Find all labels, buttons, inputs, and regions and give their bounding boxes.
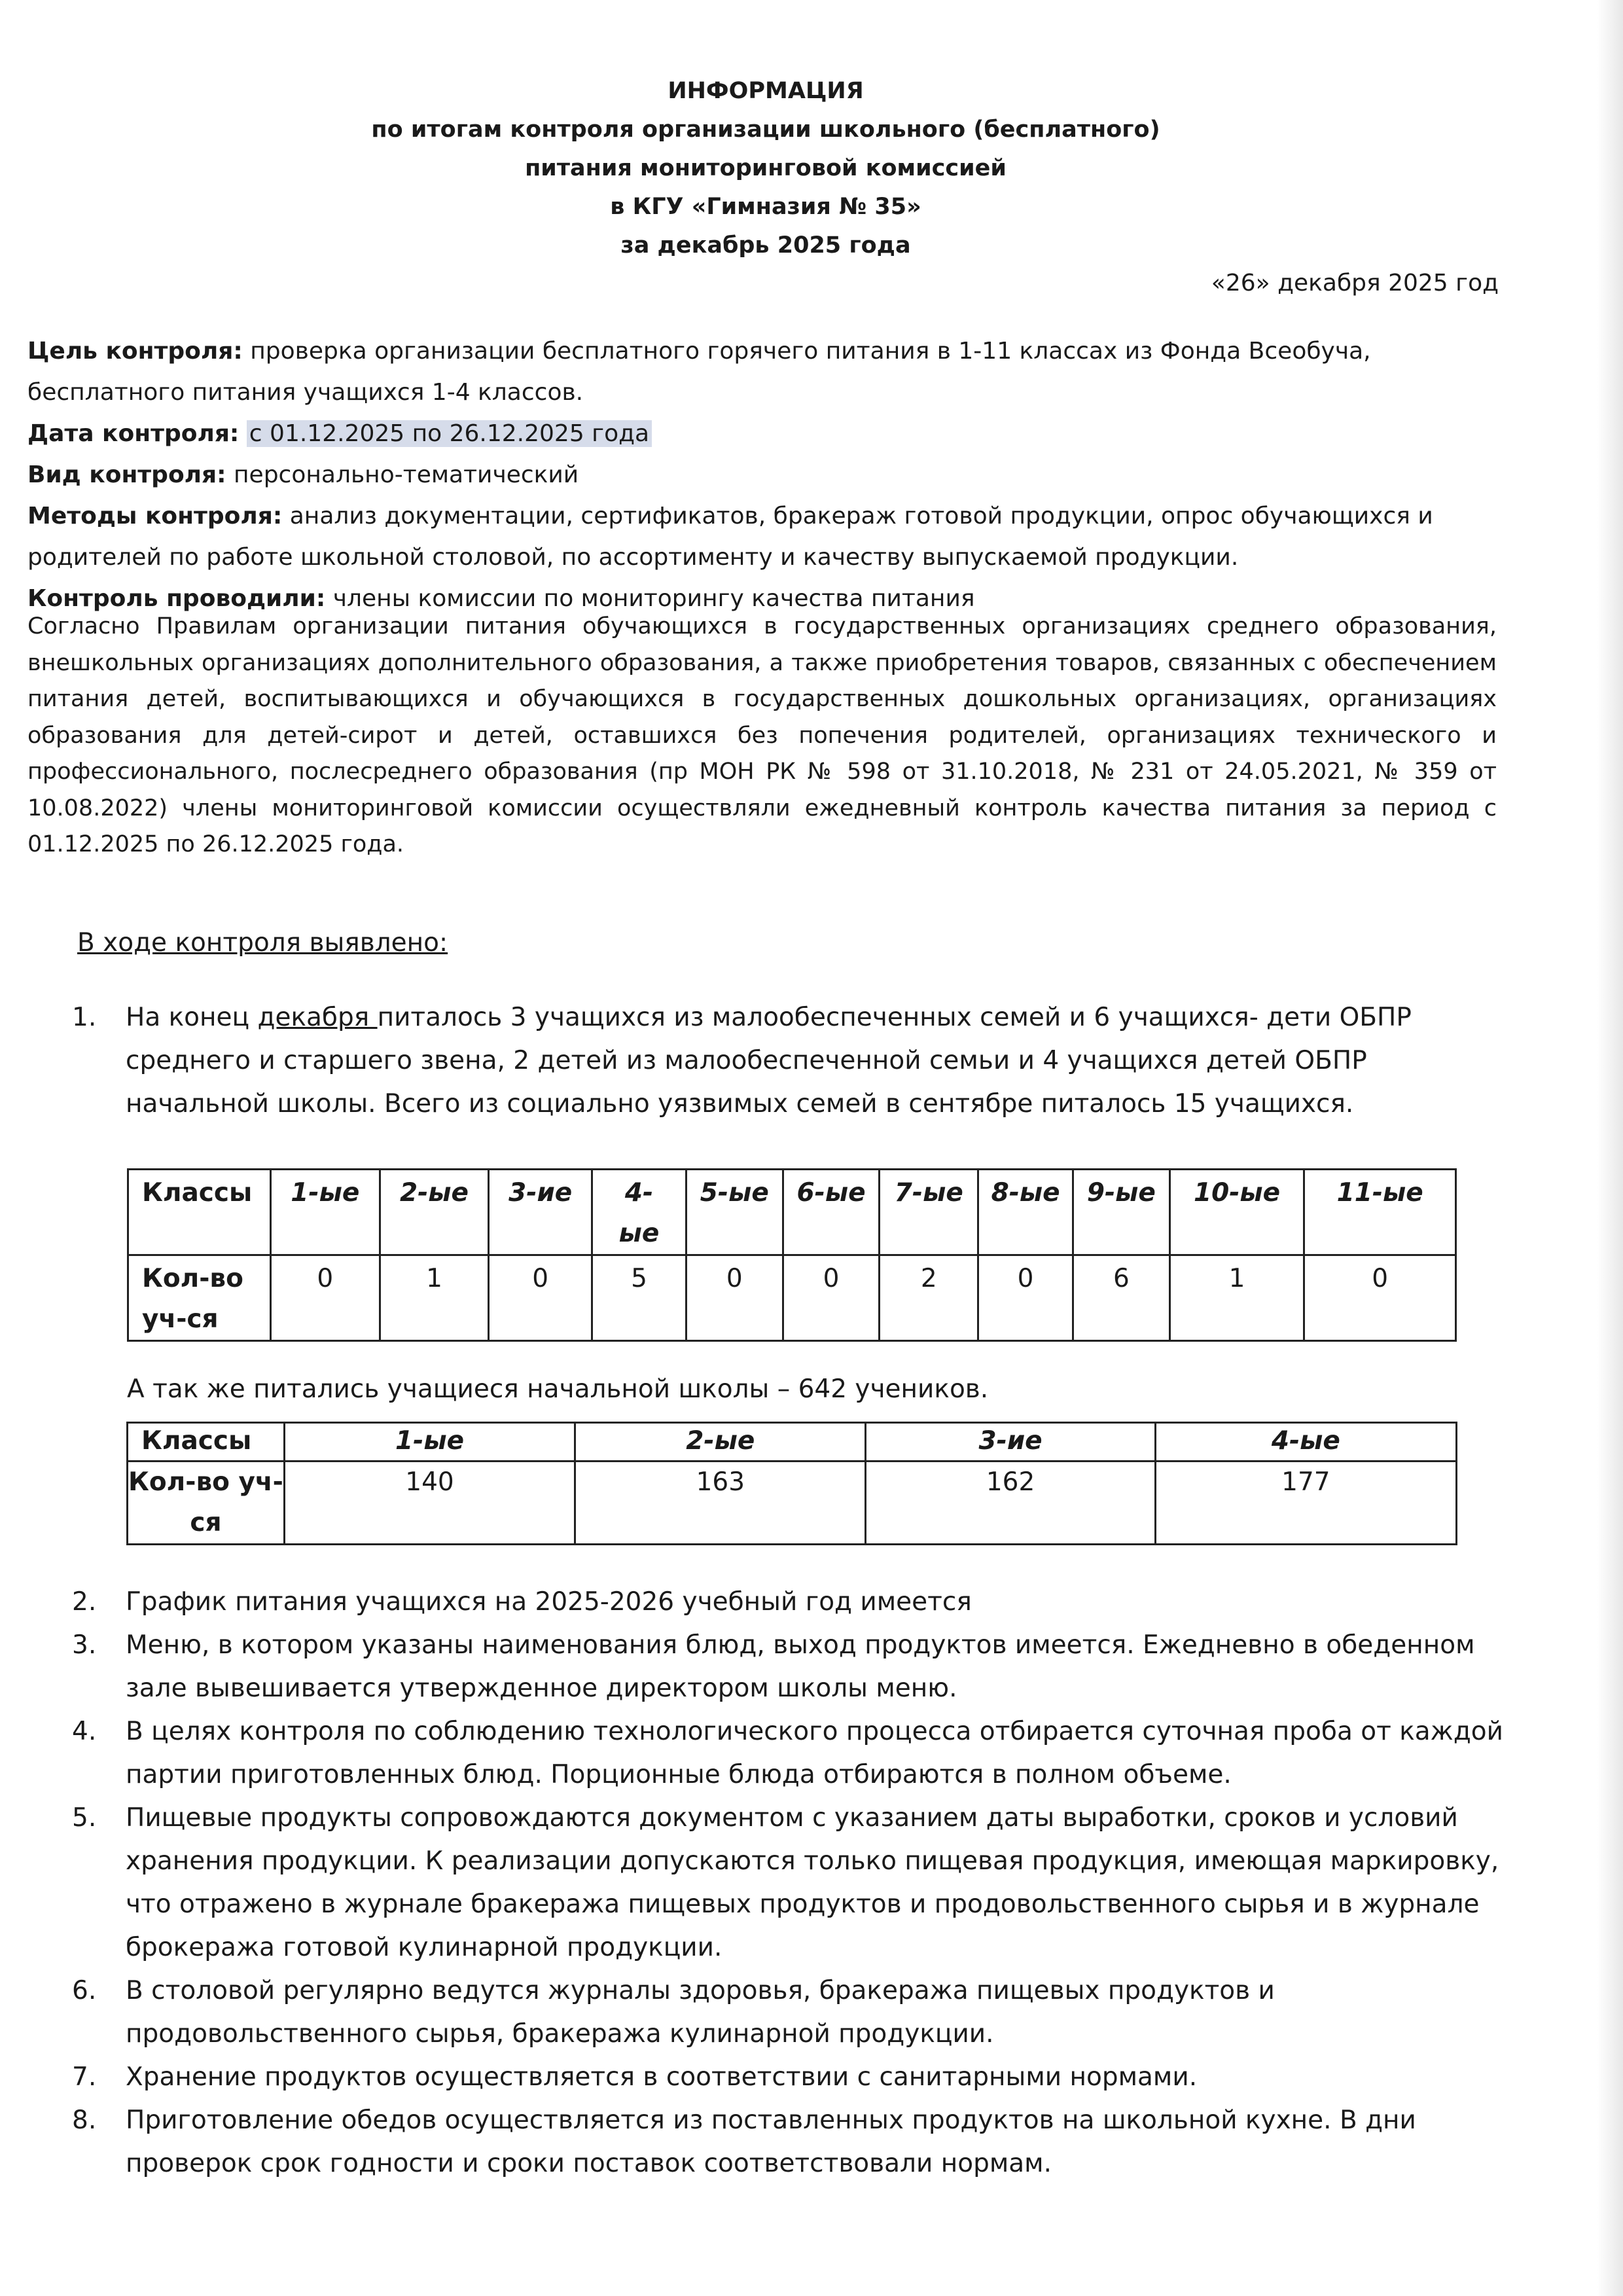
finding-text: Меню, в котором указаны наименования блюд, выход продуктов имеется. Ежедневно в обеденном зале вывешивается утвержденное директором школы меню. (126, 1630, 1475, 1703)
table-row (128, 1423, 1457, 1462)
table-header-cell: 3-ие (489, 1170, 592, 1255)
title-line-1: ИНФОРМАЦИЯ (668, 78, 864, 104)
control-type-label: Вид контроля: (27, 461, 226, 488)
primary-school-note: А так же питались учащиеся начальной школы – 642 учеников. (127, 1374, 989, 1404)
table-header-cell: 3-ие (866, 1423, 1155, 1462)
table-header-cell: 4-ые (1155, 1423, 1456, 1462)
table-header-label: Классы (128, 1170, 271, 1255)
finding-number: 7. (72, 2062, 97, 2092)
table-cell: 6 (1073, 1255, 1169, 1341)
finding-text-underlined: декабря (257, 1003, 378, 1032)
finding-text: Приготовление обедов осуществляется из поставленных продуктов на школьной кухне. В дни проверок срок годности и сроки поставок соответствовали нормам. (126, 2106, 1416, 2178)
finding-item-8 (72, 2099, 1512, 2185)
control-goal (27, 331, 1497, 413)
finding-text: В целях контроля по соблюдению технологического процесса отбирается суточная проба от каждой партии приготовленных блюд. Порционные блюда отбираются в полном объеме. (126, 1717, 1503, 1789)
table-cell: 0 (1304, 1255, 1456, 1341)
control-details (27, 331, 1497, 619)
control-date (27, 413, 1497, 454)
table-header-cell: 4-ые (592, 1170, 687, 1255)
control-type (27, 454, 1497, 495)
finding-item-6 (72, 1969, 1512, 2056)
finding-text: Хранение продуктов осуществляется в соответствии с санитарными нормами. (126, 2062, 1198, 2092)
table-header-label: Классы (128, 1423, 285, 1462)
finding-item-5 (72, 1797, 1512, 1969)
table-cell: 2 (880, 1255, 978, 1341)
finding-text: Пищевые продукты сопровождаются документом с указанием даты выработки, сроков и условий хранения продукции. К реализации допускаются только пищевая продукция, имеющая маркировку, что отражено в журнале бракеража пищевых продуктов и продовольственного сырья и в журнале брокеража готовой кулинарной продукции. (126, 1803, 1499, 1962)
table-header-cell: 7-ые (880, 1170, 978, 1255)
finding-item-4 (72, 1710, 1512, 1797)
control-who-text: члены комиссии по мониторингу качества питания (325, 585, 975, 612)
table-header-cell: 1-ые (270, 1170, 380, 1255)
control-date-text: с 01.12.2025 по 26.12.2025 года (247, 420, 652, 447)
table-header-cell: 1-ые (284, 1423, 575, 1462)
table-cell: 163 (575, 1462, 866, 1545)
table-header-cell: 5-ые (686, 1170, 783, 1255)
table-cell: 177 (1155, 1462, 1456, 1545)
table-header-cell: 8-ые (978, 1170, 1073, 1255)
findings-heading: В ходе контроля выявлено: (77, 928, 448, 958)
title-line-2: по итогам контроля организации школьного (бесплатного) (371, 117, 1160, 143)
primary-students-table (126, 1422, 1457, 1545)
table-row (128, 1462, 1457, 1545)
finding-text-part-1: На конец (126, 1003, 258, 1032)
control-type-text: персонально-тематический (226, 461, 579, 488)
table-header-cell: 11-ые (1304, 1170, 1456, 1255)
table-row (128, 1255, 1456, 1341)
table-cell: 1 (1169, 1255, 1304, 1341)
finding-text: В столовой регулярно ведутся журналы здоровья, бракеража пищевых продуктов и продовольственного сырья, бракеража кулинарной продукции. (126, 1976, 1275, 2049)
control-date-label: Дата контроля: (27, 420, 240, 447)
finding-item-1 (72, 996, 1512, 1126)
finding-number: 3. (72, 1630, 97, 1660)
table-row (128, 1170, 1456, 1255)
finding-item-2 (72, 1581, 1512, 1624)
table-header-cell: 2-ые (380, 1170, 489, 1255)
finding-text-part-2: питалось 3 учащихся из малообеспеченных семей и 6 учащихся- дети ОБПР среднего и старшего звена, 2 детей из малообеспеченной семьи и 4 учащихся детей ОБПР начальной школы. Всего из социально уязвимых семей в сентябре питалось 15 учащихся. (126, 1003, 1412, 1119)
finding-number: 1. (72, 1003, 97, 1032)
control-goal-text: проверка организации бесплатного горячего питания в 1-11 классах из Фонда Всеобуча, бесплатного питания учащихся 1-4 классов. (27, 338, 1371, 406)
finding-number: 2. (72, 1587, 97, 1617)
table-header-cell: 6-ые (783, 1170, 880, 1255)
table-cell: 162 (866, 1462, 1155, 1545)
finding-text (126, 996, 1512, 1126)
vulnerable-students-table (127, 1168, 1457, 1342)
title-line-5: за декабрь 2025 года (620, 232, 911, 259)
finding-item-7 (72, 2056, 1512, 2099)
table-cell: 5 (592, 1255, 687, 1341)
control-methods-text: анализ документации, сертификатов, бракераж готовой продукции, опрос обучающихся и родителей по работе школьной столовой, по ассортименту и качеству выпускаемой продукции. (27, 503, 1433, 571)
table-cell: 0 (686, 1255, 783, 1341)
table-cell: 0 (489, 1255, 592, 1341)
control-goal-label: Цель контроля: (27, 338, 243, 365)
control-methods-label: Методы контроля: (27, 503, 283, 529)
document-date: «26» декабря 2025 год (1211, 270, 1499, 296)
control-who-label: Контроль проводили: (27, 585, 326, 612)
table-cell: 140 (284, 1462, 575, 1545)
table-row-label: Кол-во уч-ся (128, 1462, 285, 1545)
table-header-cell: 9-ые (1073, 1170, 1169, 1255)
table-cell: 1 (380, 1255, 489, 1341)
title-line-4: в КГУ «Гимназия № 35» (610, 194, 921, 220)
finding-number: 8. (72, 2106, 97, 2135)
table-cell: 0 (270, 1255, 380, 1341)
rules-paragraph: Согласно Правилам организации питания обучающихся в государственных организациях среднего образования, внешкольных организациях дополнительного образования, а также приобретения товаров, связанных с обеспечением питания детей, воспитывающихся и обучающихся в государственных дошкольных организациях, организациях образования для детей-сирот и детей, оставшихся без попечения родителей, организациях технического и профессионального, послесреднего образования (пр МОН РК № 598 от 31.10.2018, № 231 от 24.05.2021, № 359 от 10.08.2022) члены мониторинговой комиссии осуществляли ежедневный контроль качества питания за период с 01.12.2025 по 26.12.2025 года. (27, 613, 1497, 857)
table-cell: 0 (978, 1255, 1073, 1341)
table-header-cell: 10-ые (1169, 1170, 1304, 1255)
title-line-3: питания мониторинговой комиссией (525, 155, 1007, 181)
table-cell: 0 (783, 1255, 880, 1341)
table-header-cell: 2-ые (575, 1423, 866, 1462)
table-row-label: Кол-во уч-ся (128, 1255, 271, 1341)
finding-number: 5. (72, 1803, 97, 1833)
control-methods (27, 495, 1497, 578)
finding-number: 6. (72, 1976, 97, 2005)
document-title (366, 72, 1165, 265)
finding-number: 4. (72, 1717, 97, 1746)
finding-item-3 (72, 1624, 1512, 1710)
finding-text: График питания учащихся на 2025-2026 учебный год имеется (126, 1587, 972, 1617)
